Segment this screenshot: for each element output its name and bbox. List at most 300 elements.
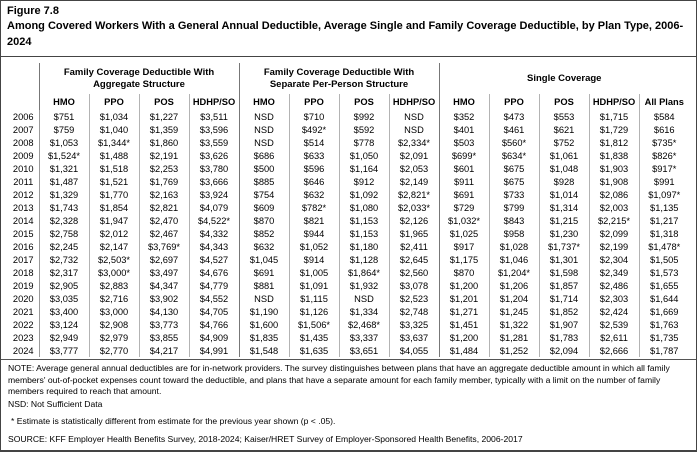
cell-value: $2,503* <box>89 253 139 266</box>
cell-value: $1,769 <box>139 175 189 188</box>
cell-value: $1,301 <box>539 253 589 266</box>
cell-value: $2,086 <box>589 188 639 201</box>
cell-value: $1,729 <box>589 123 639 136</box>
cell-value: $2,758 <box>39 227 89 240</box>
table-row <box>8 318 689 331</box>
col-header: POS <box>139 94 189 110</box>
cell-value: $500 <box>239 162 289 175</box>
cell-value: $1,854 <box>89 201 139 214</box>
cell-value: $2,949 <box>39 331 89 344</box>
col-header: POS <box>539 94 589 110</box>
cell-value: $2,424 <box>589 305 639 318</box>
col-header: PPO <box>489 94 539 110</box>
cell-value: $2,770 <box>89 344 139 357</box>
cell-value: $1,053 <box>39 136 89 149</box>
cell-value: $1,715 <box>589 110 639 123</box>
cell-value: $691 <box>239 266 289 279</box>
cell-value: $1,737* <box>539 240 589 253</box>
cell-value: $2,328 <box>39 214 89 227</box>
cell-value: $1,635 <box>289 344 339 357</box>
cell-value: $1,812 <box>589 136 639 149</box>
cell-value: $754 <box>239 188 289 201</box>
cell-value: $917 <box>439 240 489 253</box>
cell-value: $1,200 <box>439 279 489 292</box>
cell-value: $2,645 <box>389 253 439 266</box>
row-year: 2012 <box>12 189 34 200</box>
cell-value: $1,521 <box>89 175 139 188</box>
cell-value: $1,092 <box>339 188 389 201</box>
cell-value: $2,908 <box>89 318 139 331</box>
cell-value: $514 <box>289 136 339 149</box>
cell-value: $3,637 <box>389 331 439 344</box>
cell-value: $3,651 <box>339 344 389 357</box>
col-header: All Plans <box>639 94 689 110</box>
cell-value: $2,666 <box>589 344 639 357</box>
cell-value: $914 <box>289 253 339 266</box>
cell-value: $782* <box>289 201 339 214</box>
cell-value: $686 <box>239 149 289 162</box>
cell-value: $735* <box>639 136 689 149</box>
cell-value: $4,130 <box>139 305 189 318</box>
cell-value: $634* <box>489 149 539 162</box>
cell-value: $826* <box>639 149 689 162</box>
table-row <box>8 279 689 292</box>
cell-value: $4,676 <box>189 266 239 279</box>
cell-value: $632 <box>239 240 289 253</box>
row-year: 2016 <box>12 241 34 252</box>
cell-value: $691 <box>439 188 489 201</box>
col-header: POS <box>339 94 389 110</box>
col-header: HDHP/SO <box>389 94 439 110</box>
cell-value: $2,979 <box>89 331 139 344</box>
cell-value: $2,094 <box>539 344 589 357</box>
cell-value: $4,079 <box>189 201 239 214</box>
cell-value: $778 <box>339 136 389 149</box>
cell-value: $3,902 <box>139 292 189 305</box>
cell-value: $1,783 <box>539 331 589 344</box>
cell-value: $2,821* <box>389 188 439 201</box>
cell-value: $1,314 <box>539 201 589 214</box>
cell-value: $1,025 <box>439 227 489 240</box>
cell-value: $1,175 <box>439 253 489 266</box>
cell-value: $1,028 <box>489 240 539 253</box>
cell-value: $991 <box>639 175 689 188</box>
cell-value: $1,506* <box>289 318 339 331</box>
cell-value: NSD <box>239 136 289 149</box>
cell-value: $632 <box>289 188 339 201</box>
table-row <box>8 110 689 123</box>
title-block <box>1 1 696 57</box>
cell-value: $870 <box>239 214 289 227</box>
cell-value: $2,732 <box>39 253 89 266</box>
cell-value: $1,045 <box>239 253 289 266</box>
cell-value: $553 <box>539 110 589 123</box>
cell-value: $633 <box>289 149 339 162</box>
cell-value: $1,518 <box>89 162 139 175</box>
cell-value: $3,124 <box>39 318 89 331</box>
col-header: PPO <box>89 94 139 110</box>
deductible-table <box>8 63 689 357</box>
cell-value: $2,697 <box>139 253 189 266</box>
cell-value: $4,552 <box>189 292 239 305</box>
cell-value: NSD <box>239 110 289 123</box>
cell-value: $4,991 <box>189 344 239 357</box>
cell-value: $1,215 <box>539 214 589 227</box>
cell-value: $3,337 <box>339 331 389 344</box>
cell-value: $821 <box>289 214 339 227</box>
cell-value: $1,965 <box>389 227 439 240</box>
cell-value: $2,470 <box>139 214 189 227</box>
figure-title: Among Covered Workers With a General Annual Deductible, Average Single and Family Coverage Deductible, by Plan Type, 2006-2024 <box>7 20 684 49</box>
cell-value: $1,040 <box>89 123 139 136</box>
cell-value: $1,478* <box>639 240 689 253</box>
cell-value: $2,304 <box>589 253 639 266</box>
cell-value: $3,855 <box>139 331 189 344</box>
table-row <box>8 175 689 188</box>
nsd-note: NSD: Not Sufficient Data <box>8 398 103 409</box>
cell-value: $1,126 <box>289 305 339 318</box>
cell-value: $733 <box>489 188 539 201</box>
cell-value: $1,245 <box>489 305 539 318</box>
cell-value: $3,497 <box>139 266 189 279</box>
cell-value: $596 <box>289 162 339 175</box>
cell-value: $4,217 <box>139 344 189 357</box>
row-year: 2011 <box>13 176 34 187</box>
cell-value: $3,559 <box>189 136 239 149</box>
cell-value: $1,329 <box>39 188 89 201</box>
row-year: 2020 <box>12 293 34 304</box>
cell-value: $2,334* <box>389 136 439 149</box>
row-year: 2019 <box>12 280 34 291</box>
table-row <box>8 331 689 344</box>
cell-value: $2,245 <box>39 240 89 253</box>
group-header-separate: Family Coverage Deductible With Separate Per-Person Structure <box>239 63 439 94</box>
cell-value: $2,215* <box>589 214 639 227</box>
row-year: 2021 <box>12 306 34 317</box>
cell-value: $4,347 <box>139 279 189 292</box>
table-row <box>8 188 689 201</box>
cell-value: $3,000 <box>89 305 139 318</box>
cell-value: $1,743 <box>39 201 89 214</box>
col-header: HMO <box>439 94 489 110</box>
cell-value: $911 <box>439 175 489 188</box>
cell-value: $1,115 <box>289 292 339 305</box>
cell-value: $2,317 <box>39 266 89 279</box>
group-header-aggregate: Family Coverage Deductible With Aggregate Structure <box>39 63 239 94</box>
cell-value: $4,343 <box>189 240 239 253</box>
year-column-corner <box>8 63 39 94</box>
cell-value: $3,511 <box>189 110 239 123</box>
row-year: 2008 <box>12 137 34 148</box>
cell-value: $1,714 <box>539 292 589 305</box>
cell-value: $2,003 <box>589 201 639 214</box>
cell-value: $1,573 <box>639 266 689 279</box>
cell-value: $1,322 <box>489 318 539 331</box>
cell-value: $1,271 <box>439 305 489 318</box>
cell-value: $1,227 <box>139 110 189 123</box>
cell-value: $560* <box>489 136 539 149</box>
cell-value: $710 <box>289 110 339 123</box>
row-year: 2018 <box>12 267 34 278</box>
cell-value: $1,763 <box>639 318 689 331</box>
cell-value: $1,524* <box>39 149 89 162</box>
table-row <box>8 162 689 175</box>
cell-value: $4,779 <box>189 279 239 292</box>
cell-value: $1,852 <box>539 305 589 318</box>
cell-value: $592 <box>339 123 389 136</box>
cell-value: $1,128 <box>339 253 389 266</box>
cell-value: $4,766 <box>189 318 239 331</box>
cell-value: $2,883 <box>89 279 139 292</box>
cell-value: $1,435 <box>289 331 339 344</box>
cell-value: $2,486 <box>589 279 639 292</box>
cell-value: $1,032* <box>439 214 489 227</box>
table-row <box>8 266 689 279</box>
table-wrap <box>1 57 696 357</box>
cell-value: $1,838 <box>589 149 639 162</box>
table-row <box>8 344 689 357</box>
cell-value: $1,600 <box>239 318 289 331</box>
row-year: 2010 <box>12 163 34 174</box>
cell-value: $1,080 <box>339 201 389 214</box>
cell-value: NSD <box>339 292 389 305</box>
cell-value: $1,252 <box>489 344 539 357</box>
table-row <box>8 227 689 240</box>
row-year: 2022 <box>12 319 34 330</box>
cell-value: $1,932 <box>339 279 389 292</box>
cell-value: $1,217 <box>639 214 689 227</box>
cell-value: $2,199 <box>589 240 639 253</box>
cell-value: $3,000* <box>89 266 139 279</box>
cell-value: $492* <box>289 123 339 136</box>
cell-value: $1,091 <box>289 279 339 292</box>
cell-value: $3,626 <box>189 149 239 162</box>
cell-value: $1,014 <box>539 188 589 201</box>
cell-value: $616 <box>639 123 689 136</box>
cell-value: $2,468* <box>339 318 389 331</box>
source-note: SOURCE: KFF Employer Health Benefits Survey, 2018-2024; Kaiser/HRET Survey of Employer-Sponsored Health Benefits, 2006-2017 <box>8 433 523 444</box>
cell-value: $699* <box>439 149 489 162</box>
table-row <box>8 201 689 214</box>
col-header: PPO <box>289 94 339 110</box>
cell-value: $584 <box>639 110 689 123</box>
cell-value: $2,748 <box>389 305 439 318</box>
cell-value: $759 <box>39 123 89 136</box>
cell-value: $1,204 <box>489 292 539 305</box>
cell-value: $1,787 <box>639 344 689 357</box>
cell-value: $992 <box>339 110 389 123</box>
cell-value: $870 <box>439 266 489 279</box>
cell-value: NSD <box>239 123 289 136</box>
cell-value: $3,400 <box>39 305 89 318</box>
cell-value: $3,035 <box>39 292 89 305</box>
row-year: 2009 <box>12 150 34 161</box>
cell-value: $1,903 <box>589 162 639 175</box>
figure-label: Figure 7.8 <box>7 5 59 17</box>
cell-value: $2,303 <box>589 292 639 305</box>
row-year: 2013 <box>12 202 34 213</box>
cell-value: $1,334 <box>339 305 389 318</box>
cell-value: $1,359 <box>139 123 189 136</box>
cell-value: $1,281 <box>489 331 539 344</box>
cell-value: $1,484 <box>439 344 489 357</box>
cell-value: $1,655 <box>639 279 689 292</box>
cell-value: $3,769* <box>139 240 189 253</box>
col-header: HDHP/SO <box>589 94 639 110</box>
cell-value: $1,050 <box>339 149 389 162</box>
note-text: NOTE: Average general annual deductibles are for in-network providers. The survey distinguishes between plans that have an aggregate deductible amount in which all family members' out-of-pocket expenses count toward the deductible, and plans that have a separate amount for each family member, typically with a limit on the number of family members required to reach that amount. <box>8 363 670 397</box>
cell-value: $1,097* <box>639 188 689 201</box>
cell-value: $3,773 <box>139 318 189 331</box>
cell-value: $4,527 <box>189 253 239 266</box>
table-row <box>8 292 689 305</box>
notes-block <box>1 359 696 446</box>
cell-value: $646 <box>289 175 339 188</box>
cell-value: $4,332 <box>189 227 239 240</box>
cell-value: $461 <box>489 123 539 136</box>
col-header: HDHP/SO <box>189 94 239 110</box>
year-column-header <box>8 94 39 110</box>
cell-value: $3,924 <box>189 188 239 201</box>
cell-value: $601 <box>439 162 489 175</box>
cell-value: $928 <box>539 175 589 188</box>
cell-value: $1,318 <box>639 227 689 240</box>
cell-value: $1,770 <box>89 188 139 201</box>
cell-value: $2,149 <box>389 175 439 188</box>
cell-value: $2,716 <box>89 292 139 305</box>
cell-value: $621 <box>539 123 589 136</box>
cell-value: $751 <box>39 110 89 123</box>
estimate-note: * Estimate is statistically different from estimate for the previous year shown (p < .05). <box>11 416 336 427</box>
cell-value: $4,705 <box>189 305 239 318</box>
cell-value: $3,777 <box>39 344 89 357</box>
cell-value: $352 <box>439 110 489 123</box>
cell-value: $1,200 <box>439 331 489 344</box>
cell-value: $1,644 <box>639 292 689 305</box>
cell-value: NSD <box>239 292 289 305</box>
cell-value: $2,163 <box>139 188 189 201</box>
cell-value: $1,864* <box>339 266 389 279</box>
cell-value: $1,061 <box>539 149 589 162</box>
cell-value: NSD <box>389 110 439 123</box>
cell-value: $1,344* <box>89 136 139 149</box>
cell-value: $752 <box>539 136 589 149</box>
cell-value: $1,153 <box>339 227 389 240</box>
cell-value: $799 <box>489 201 539 214</box>
cell-value: $2,523 <box>389 292 439 305</box>
cell-value: $4,055 <box>389 344 439 357</box>
cell-value: $2,099 <box>589 227 639 240</box>
cell-value: $2,053 <box>389 162 439 175</box>
row-year: 2017 <box>12 254 34 265</box>
cell-value: $1,204* <box>489 266 539 279</box>
cell-value: $1,048 <box>539 162 589 175</box>
cell-value: $2,349 <box>589 266 639 279</box>
cell-value: $2,539 <box>589 318 639 331</box>
cell-value: $675 <box>489 162 539 175</box>
cell-value: $912 <box>339 175 389 188</box>
cell-value: $2,411 <box>389 240 439 253</box>
cell-value: $3,780 <box>189 162 239 175</box>
table-row <box>8 253 689 266</box>
row-year: 2015 <box>12 228 34 239</box>
cell-value: $1,860 <box>139 136 189 149</box>
cell-value: $1,005 <box>289 266 339 279</box>
cell-value: $2,253 <box>139 162 189 175</box>
cell-value: $1,505 <box>639 253 689 266</box>
group-header-row <box>8 63 689 94</box>
cell-value: $609 <box>239 201 289 214</box>
col-header: HMO <box>239 94 289 110</box>
cell-value: $503 <box>439 136 489 149</box>
col-header: HMO <box>39 94 89 110</box>
cell-value: $3,078 <box>389 279 439 292</box>
table-row <box>8 214 689 227</box>
cell-value: $1,488 <box>89 149 139 162</box>
cell-value: $1,451 <box>439 318 489 331</box>
cell-value: $1,857 <box>539 279 589 292</box>
cell-value: $2,033* <box>389 201 439 214</box>
cell-value: $958 <box>489 227 539 240</box>
cell-value: $729 <box>439 201 489 214</box>
cell-value: $2,611 <box>589 331 639 344</box>
row-year: 2007 <box>12 124 34 135</box>
cell-value: $1,052 <box>289 240 339 253</box>
cell-value: $3,596 <box>189 123 239 136</box>
table-row <box>8 123 689 136</box>
cell-value: $1,321 <box>39 162 89 175</box>
cell-value: $1,487 <box>39 175 89 188</box>
cell-value: $1,180 <box>339 240 389 253</box>
cell-value: $852 <box>239 227 289 240</box>
table-row <box>8 136 689 149</box>
cell-value: $917* <box>639 162 689 175</box>
cell-value: $2,560 <box>389 266 439 279</box>
cell-value: $2,467 <box>139 227 189 240</box>
cell-value: $1,201 <box>439 292 489 305</box>
cell-value: $1,598 <box>539 266 589 279</box>
cell-value: $1,835 <box>239 331 289 344</box>
cell-value: $1,164 <box>339 162 389 175</box>
row-year: 2024 <box>12 345 34 356</box>
cell-value: $885 <box>239 175 289 188</box>
cell-value: $473 <box>489 110 539 123</box>
cell-value: $1,153 <box>339 214 389 227</box>
cell-value: $1,206 <box>489 279 539 292</box>
cell-value: $1,190 <box>239 305 289 318</box>
cell-value: $2,191 <box>139 149 189 162</box>
table-row <box>8 149 689 162</box>
cell-value: $1,735 <box>639 331 689 344</box>
cell-value: $1,046 <box>489 253 539 266</box>
cell-value: $1,947 <box>89 214 139 227</box>
group-header-single: Single Coverage <box>439 63 689 94</box>
cell-value: $401 <box>439 123 489 136</box>
table-body <box>8 110 689 357</box>
cell-value: $2,147 <box>89 240 139 253</box>
cell-value: $2,012 <box>89 227 139 240</box>
cell-value: $1,548 <box>239 344 289 357</box>
cell-value: $843 <box>489 214 539 227</box>
cell-value: $4,522* <box>189 214 239 227</box>
cell-value: $1,135 <box>639 201 689 214</box>
cell-value: $3,666 <box>189 175 239 188</box>
table-row <box>8 305 689 318</box>
row-year: 2023 <box>12 332 34 343</box>
cell-value: $1,908 <box>589 175 639 188</box>
cell-value: $1,034 <box>89 110 139 123</box>
cell-value: $2,091 <box>389 149 439 162</box>
